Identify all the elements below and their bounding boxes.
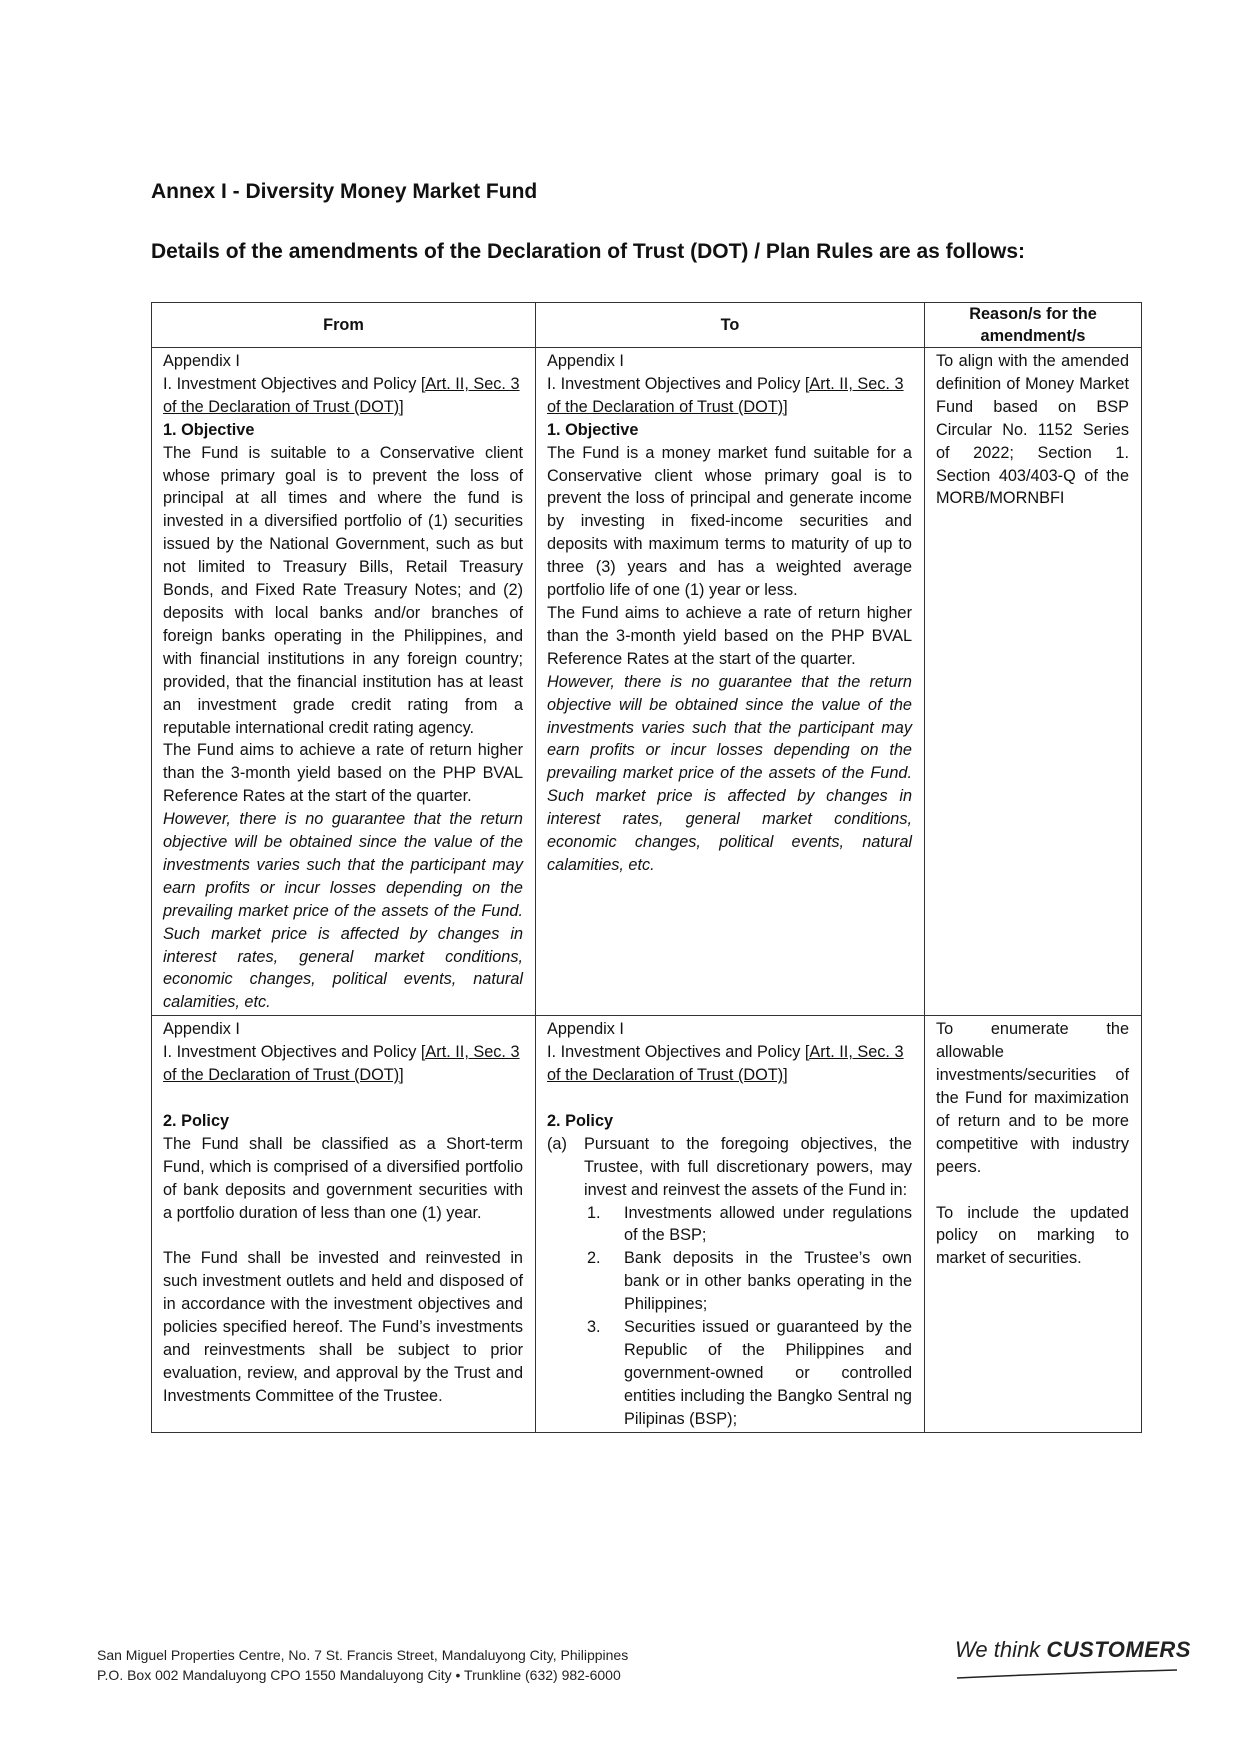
row2-reason-p2: To include the updated policy on marking to market of securities. — [936, 1203, 1129, 1268]
item-a-label: (a) — [547, 1134, 567, 1153]
amendments-table — [151, 302, 1142, 1433]
to-objective-p2: The Fund aims to achieve a rate of return higher than the 3-month yield based on the PHP BVAL Reference Rates at the start of the quarter. — [547, 603, 912, 668]
header-reason: Reason/s for the amendment/s — [925, 303, 1142, 348]
row2-reason-p1: To enumerate the allowable investments/securities of the Fund for maximization of return and to be more competitive with industry peers. — [936, 1020, 1129, 1176]
from-objective-p1: The Fund is suitable to a Conservative client whose primary goal is to prevent the loss of principal at all times and where the fund is invested in a diversified portfolio of (1) securities issued by the National Government, such as but not limited to Treasury Bills, Retail Treasury Bonds, and Fixed Rate Treasury Notes; and (2) deposits with local banks and/or branches of foreign banks operating in the Philippines, and with financial institutions in any foreign country; provided, that the financial institution has at least an investment grade credit rating from a reputable international credit rating agency. — [163, 443, 523, 737]
header-to: To — [536, 303, 925, 348]
appendix-label: Appendix I — [547, 1020, 624, 1039]
footer-address — [97, 1645, 628, 1685]
row2-from-cell — [152, 1016, 536, 1432]
brand-tagline: We think CUSTOMERS — [955, 1637, 1191, 1662]
row1-from-cell — [152, 348, 536, 1016]
item-a-text: Pursuant to the foregoing objectives, the Trustee, with full discretionary powers, may invest and reinvest the assets of the Fund in: — [584, 1134, 912, 1199]
row2-reason-cell — [925, 1016, 1142, 1432]
table-row — [152, 1016, 1142, 1432]
objective-heading: 1. Objective — [163, 420, 255, 439]
spacer — [163, 1224, 523, 1247]
annex-title: Annex I - Diversity Money Market Fund — [151, 180, 538, 203]
row1-reason: To align with the amended definition of Money Market Fund based on BSP Circular No. 1152 Series of 2022; Section 1. Section 403/403-Q of the MORB/MORNBFI — [936, 352, 1129, 508]
row1-to-cell — [536, 348, 925, 1016]
policy-heading: 2. Policy — [547, 1111, 614, 1130]
section-label: I. Investment Objectives and Policy [Art. II, Sec. 3 of the Declaration of Trust (DOT)] — [163, 374, 520, 416]
row2-to-cell — [536, 1016, 925, 1432]
spacer — [547, 1087, 912, 1110]
policy-item-a — [547, 1133, 912, 1202]
appendix-label: Appendix I — [547, 352, 624, 370]
spacer — [163, 1087, 523, 1110]
section-reference: [Art. II, Sec. 3 of the Declaration of Trust (DOT)] — [547, 1043, 904, 1085]
objective-heading: 1. Objective — [547, 420, 639, 439]
address-line-1: San Miguel Properties Centre, No. 7 St. Francis Street, Mandaluyong City, Philippines — [97, 1647, 629, 1663]
table-header-row — [152, 303, 1142, 348]
section-label: I. Investment Objectives and Policy [Art. II, Sec. 3 of the Declaration of Trust (DOT)] — [163, 1043, 520, 1085]
from-policy-p1: The Fund shall be classified as a Short-term Fund, which is comprised of a diversified portfolio of bank deposits and government securities with a portfolio duration of less than one (1) year. — [163, 1134, 523, 1222]
from-policy-p2: The Fund shall be invested and reinvested in such investment outlets and held and disposed of in accordance with the investment objectives and policies specified hereof. The Fund’s investments and reinvestments shall be subject to prior evaluation, review, and approval by the Trust and Investments Committee of the Trustee. — [163, 1249, 523, 1405]
to-objective-p1: The Fund is a money market fund suitable for a Conservative client whose primary goal is to prevent the loss of principal and generate income by investing in fixed-income securities and deposits with maximum terms to maturity of up to three (3) years and has a weighted average portfolio life of one (1) year or less. — [547, 443, 912, 600]
list-item: 1. Investments allowed under regulations of the BSP; — [587, 1203, 912, 1245]
from-objective-p2: The Fund aims to achieve a rate of return higher than the 3-month yield based on the PHP BVAL Reference Rates at the start of the quarter. — [163, 741, 523, 806]
allowed-investments-list — [547, 1202, 912, 1431]
header-from: From — [152, 303, 536, 348]
list-item: 2. Bank deposits in the Trustee’s own bank or in other banks operating in the Philippines; — [587, 1249, 912, 1314]
table-row — [152, 348, 1142, 1016]
section-reference: [Art. II, Sec. 3 of the Declaration of Trust (DOT)] — [163, 1043, 520, 1085]
to-objective-disclaimer: However, there is no guarantee that the return objective will be obtained since the value of the investments varies such that the participant may earn profits or incur losses depending on the prevailing market price of the assets of the Fund. Such market price is affected by changes in interest rates, general market conditions, economic changes, political events, natural calamities, etc. — [547, 672, 912, 874]
section-reference: [Art. II, Sec. 3 of the Declaration of Trust (DOT)] — [163, 374, 520, 416]
intro-heading: Details of the amendments of the Declaration of Trust (DOT) / Plan Rules are as follows: — [151, 240, 1025, 263]
from-objective-disclaimer: However, there is no guarantee that the return objective will be obtained since the value of the investments varies such that the participant may earn profits or incur losses depending on the prevailing market price of the assets of the Fund. Such market price is affected by changes in interest rates, general market conditions, economic changes, political events, natural calamities, etc. — [163, 810, 523, 1012]
policy-heading: 2. Policy — [163, 1111, 230, 1130]
section-reference: [Art. II, Sec. 3 of the Declaration of Trust (DOT)] — [547, 374, 904, 416]
section-label: I. Investment Objectives and Policy [Art. II, Sec. 3 of the Declaration of Trust (DOT)] — [547, 1043, 904, 1085]
row1-reason-cell — [925, 348, 1142, 1016]
address-line-2: P.O. Box 002 Mandaluyong CPO 1550 Mandaluyong City • Trunkline (632) 982-6000 — [97, 1667, 621, 1683]
spacer — [936, 1179, 1129, 1202]
appendix-label: Appendix I — [163, 1020, 240, 1039]
section-label: I. Investment Objectives and Policy [Art. II, Sec. 3 of the Declaration of Trust (DOT)] — [547, 374, 904, 416]
appendix-label: Appendix I — [163, 352, 240, 370]
tagline-swoosh-icon — [955, 1667, 1180, 1681]
list-item: 3. Securities issued or guaranteed by the Republic of the Philippines and government-owned or controlled entities including the Bangko Sentral ng Pilipinas (BSP); — [587, 1318, 912, 1428]
